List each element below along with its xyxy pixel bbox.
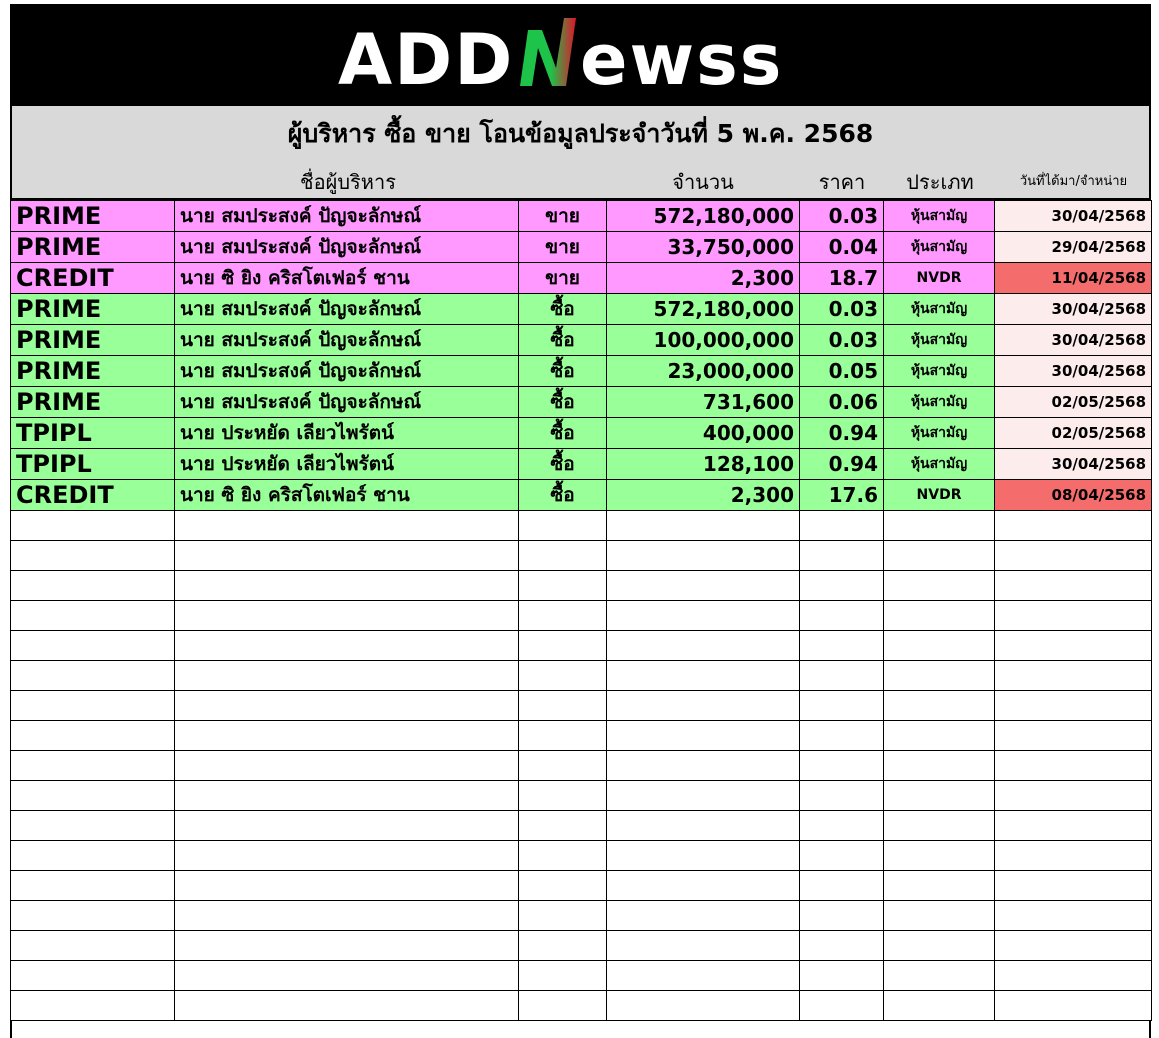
empty-cell <box>519 811 607 841</box>
empty-cell <box>884 811 995 841</box>
empty-cell <box>800 691 884 721</box>
empty-cell <box>800 781 884 811</box>
type-cell: หุ้นสามัญ <box>884 325 995 356</box>
empty-cell <box>607 961 800 991</box>
type-cell: หุ้นสามัญ <box>884 201 995 232</box>
symbol-cell: PRIME <box>11 232 175 263</box>
symbol-cell: TPIPL <box>11 418 175 449</box>
table-row <box>11 201 1152 232</box>
empty-cell <box>884 511 995 541</box>
empty-cell <box>995 631 1152 661</box>
type-cell: NVDR <box>884 480 995 511</box>
empty-cell <box>11 751 175 781</box>
empty-cell <box>519 661 607 691</box>
empty-cell <box>519 691 607 721</box>
empty-cell <box>11 931 175 961</box>
empty-row <box>11 871 1152 901</box>
empty-cell <box>11 721 175 751</box>
empty-row <box>11 901 1152 931</box>
svg-text:ewss: ewss <box>580 19 784 98</box>
action-cell: ซื้อ <box>519 418 607 449</box>
symbol-cell: PRIME <box>11 294 175 325</box>
empty-cell <box>519 751 607 781</box>
executive-name-cell: นาย สมประสงค์ ปัญจะลักษณ์ <box>175 201 519 232</box>
empty-cell <box>995 661 1152 691</box>
empty-cell <box>175 991 519 1021</box>
action-cell: ขาย <box>519 263 607 294</box>
empty-row <box>11 631 1152 661</box>
executive-name-cell: นาย สมประสงค์ ปัญจะลักษณ์ <box>175 387 519 418</box>
empty-cell <box>11 541 175 571</box>
empty-cell <box>11 661 175 691</box>
executive-name-cell: นาย สมประสงค์ ปัญจะลักษณ์ <box>175 232 519 263</box>
empty-cell <box>519 901 607 931</box>
empty-cell <box>884 691 995 721</box>
empty-row <box>11 751 1152 781</box>
empty-cell <box>519 781 607 811</box>
type-cell: NVDR <box>884 263 995 294</box>
type-cell: หุ้นสามัญ <box>884 232 995 263</box>
symbol-cell: PRIME <box>11 325 175 356</box>
empty-cell <box>519 961 607 991</box>
empty-cell <box>995 601 1152 631</box>
volume-cell: 731,600 <box>607 387 800 418</box>
empty-cell <box>607 601 800 631</box>
table-row <box>11 263 1152 294</box>
empty-cell <box>519 631 607 661</box>
volume-cell: 100,000,000 <box>607 325 800 356</box>
empty-row <box>11 511 1152 541</box>
empty-cell <box>11 631 175 661</box>
empty-cell <box>884 571 995 601</box>
empty-cell <box>800 811 884 841</box>
empty-cell <box>995 961 1152 991</box>
empty-row <box>11 571 1152 601</box>
empty-cell <box>607 931 800 961</box>
date-cell: 30/04/2568 <box>995 325 1152 356</box>
date-cell: 30/04/2568 <box>995 356 1152 387</box>
executive-name-cell: นาย ซิ ยิง คริสโตเฟอร์ ชาน <box>175 263 519 294</box>
empty-cell <box>175 631 519 661</box>
table-row <box>11 418 1152 449</box>
symbol-cell: CREDIT <box>11 480 175 511</box>
action-cell: ซื้อ <box>519 449 607 480</box>
executive-name-cell: นาย ประหยัด เลียวไพรัตน์ <box>175 449 519 480</box>
empty-row <box>11 841 1152 871</box>
empty-cell <box>11 841 175 871</box>
price-cell: 0.04 <box>800 232 884 263</box>
empty-cell <box>995 991 1152 1021</box>
empty-cell <box>995 691 1152 721</box>
table-row <box>11 356 1152 387</box>
empty-cell <box>995 811 1152 841</box>
empty-cell <box>800 571 884 601</box>
empty-cell <box>995 931 1152 961</box>
empty-cell <box>884 991 995 1021</box>
executive-name-cell: นาย สมประสงค์ ปัญจะลักษณ์ <box>175 294 519 325</box>
empty-cell <box>607 991 800 1021</box>
empty-cell <box>519 571 607 601</box>
empty-cell <box>884 901 995 931</box>
empty-cell <box>607 541 800 571</box>
empty-cell <box>995 721 1152 751</box>
empty-cell <box>995 541 1152 571</box>
empty-cell <box>607 901 800 931</box>
volume-cell: 572,180,000 <box>607 294 800 325</box>
volume-cell: 23,000,000 <box>607 356 800 387</box>
empty-row <box>11 601 1152 631</box>
empty-cell <box>175 931 519 961</box>
empty-cell <box>11 691 175 721</box>
table-row <box>11 387 1152 418</box>
empty-row <box>11 691 1152 721</box>
executive-name-cell: นาย สมประสงค์ ปัญจะลักษณ์ <box>175 325 519 356</box>
empty-cell <box>800 931 884 961</box>
empty-cell <box>800 721 884 751</box>
empty-row <box>11 721 1152 751</box>
action-cell: ซื้อ <box>519 387 607 418</box>
empty-cell <box>175 961 519 991</box>
date-cell: 02/05/2568 <box>995 418 1152 449</box>
empty-cell <box>175 511 519 541</box>
title-bar <box>10 104 1151 200</box>
price-cell: 0.94 <box>800 449 884 480</box>
empty-cell <box>175 571 519 601</box>
empty-cell <box>884 751 995 781</box>
date-cell: 30/04/2568 <box>995 449 1152 480</box>
table-row <box>11 449 1152 480</box>
empty-cell <box>607 661 800 691</box>
header-date: วันที่ได้มา/จำหน่าย <box>1019 174 1128 189</box>
empty-row <box>11 541 1152 571</box>
symbol-cell: CREDIT <box>11 263 175 294</box>
action-cell: ซื้อ <box>519 294 607 325</box>
empty-cell <box>800 991 884 1021</box>
empty-cell <box>800 871 884 901</box>
empty-cell <box>175 691 519 721</box>
empty-cell <box>607 511 800 541</box>
empty-cell <box>519 511 607 541</box>
empty-cell <box>607 691 800 721</box>
empty-row <box>11 961 1152 991</box>
empty-cell <box>800 631 884 661</box>
empty-row <box>11 931 1152 961</box>
empty-cell <box>884 961 995 991</box>
empty-cell <box>11 871 175 901</box>
empty-cell <box>607 811 800 841</box>
empty-cell <box>884 871 995 901</box>
type-cell: หุ้นสามัญ <box>884 356 995 387</box>
empty-cell <box>175 541 519 571</box>
empty-cell <box>519 721 607 751</box>
type-cell: หุ้นสามัญ <box>884 418 995 449</box>
svg-text:ADD: ADD <box>338 19 515 98</box>
empty-cell <box>607 631 800 661</box>
header-volume: จำนวน <box>672 170 734 194</box>
volume-cell: 33,750,000 <box>607 232 800 263</box>
action-cell: ขาย <box>519 232 607 263</box>
empty-cell <box>884 721 995 751</box>
symbol-cell: PRIME <box>11 356 175 387</box>
date-cell: 08/04/2568 <box>995 480 1152 511</box>
empty-cell <box>995 781 1152 811</box>
logo-banner <box>10 4 1151 104</box>
action-cell: ขาย <box>519 201 607 232</box>
symbol-cell: TPIPL <box>11 449 175 480</box>
empty-cell <box>607 871 800 901</box>
price-cell: 0.94 <box>800 418 884 449</box>
price-cell: 18.7 <box>800 263 884 294</box>
date-cell: 30/04/2568 <box>995 294 1152 325</box>
header-name: ชื่อผู้บริหาร <box>300 170 396 194</box>
empty-cell <box>884 781 995 811</box>
price-cell: 0.03 <box>800 294 884 325</box>
empty-cell <box>884 601 995 631</box>
empty-cell <box>884 661 995 691</box>
empty-cell <box>175 811 519 841</box>
volume-cell: 400,000 <box>607 418 800 449</box>
table-row <box>11 325 1152 356</box>
price-cell: 0.05 <box>800 356 884 387</box>
volume-cell: 572,180,000 <box>607 201 800 232</box>
empty-cell <box>175 721 519 751</box>
header-price: ราคา <box>818 170 866 194</box>
empty-cell <box>11 601 175 631</box>
empty-cell <box>519 601 607 631</box>
empty-cell <box>175 601 519 631</box>
empty-cell <box>519 541 607 571</box>
date-cell: 29/04/2568 <box>995 232 1152 263</box>
empty-cell <box>800 841 884 871</box>
empty-cell <box>800 541 884 571</box>
empty-cell <box>800 961 884 991</box>
empty-cell <box>519 991 607 1021</box>
type-cell: หุ้นสามัญ <box>884 387 995 418</box>
empty-cell <box>995 571 1152 601</box>
empty-cell <box>11 511 175 541</box>
empty-cell <box>884 541 995 571</box>
price-cell: 17.6 <box>800 480 884 511</box>
price-cell: 0.03 <box>800 325 884 356</box>
empty-cell <box>11 991 175 1021</box>
type-cell: หุ้นสามัญ <box>884 294 995 325</box>
empty-cell <box>175 781 519 811</box>
empty-cell <box>175 841 519 871</box>
price-cell: 0.06 <box>800 387 884 418</box>
empty-cell <box>607 781 800 811</box>
action-cell: ซื้อ <box>519 356 607 387</box>
volume-cell: 2,300 <box>607 263 800 294</box>
empty-cell <box>995 511 1152 541</box>
empty-cell <box>884 631 995 661</box>
empty-cell <box>607 751 800 781</box>
transactions-table <box>10 200 1152 1021</box>
empty-cell <box>519 841 607 871</box>
empty-cell <box>884 931 995 961</box>
empty-cell <box>175 661 519 691</box>
empty-cell <box>800 511 884 541</box>
empty-cell <box>11 811 175 841</box>
symbol-cell: PRIME <box>11 201 175 232</box>
table-row <box>11 294 1152 325</box>
empty-cell <box>995 871 1152 901</box>
empty-row <box>11 781 1152 811</box>
symbol-cell: PRIME <box>11 387 175 418</box>
empty-cell <box>607 571 800 601</box>
empty-row <box>11 661 1152 691</box>
empty-cell <box>175 871 519 901</box>
executive-name-cell: นาย ประหยัด เลียวไพรัตน์ <box>175 418 519 449</box>
table-row <box>11 480 1152 511</box>
empty-cell <box>995 901 1152 931</box>
empty-cell <box>884 841 995 871</box>
empty-cell <box>995 751 1152 781</box>
price-cell: 0.03 <box>800 201 884 232</box>
empty-cell <box>995 841 1152 871</box>
executive-name-cell: นาย สมประสงค์ ปัญจะลักษณ์ <box>175 356 519 387</box>
empty-cell <box>519 871 607 901</box>
type-cell: หุ้นสามัญ <box>884 449 995 480</box>
date-cell: 02/05/2568 <box>995 387 1152 418</box>
action-cell: ซื้อ <box>519 480 607 511</box>
empty-cell <box>11 781 175 811</box>
date-cell: 11/04/2568 <box>995 263 1152 294</box>
executive-name-cell: นาย ซิ ยิง คริสโตเฟอร์ ชาน <box>175 480 519 511</box>
empty-cell <box>11 571 175 601</box>
page-title: ผู้บริหาร ซื้อ ขาย โอนข้อมูลประจำวันที่ 5 พ.ค. 2568 <box>287 119 874 148</box>
empty-row <box>11 991 1152 1021</box>
volume-cell: 128,100 <box>607 449 800 480</box>
empty-row <box>11 811 1152 841</box>
empty-cell <box>800 661 884 691</box>
header-type: ประเภท <box>906 170 974 194</box>
empty-cell <box>11 961 175 991</box>
empty-cell <box>175 751 519 781</box>
empty-cell <box>607 721 800 751</box>
empty-cell <box>800 901 884 931</box>
date-cell: 30/04/2568 <box>995 201 1152 232</box>
empty-cell <box>800 751 884 781</box>
table-row <box>11 232 1152 263</box>
empty-cell <box>11 901 175 931</box>
empty-cell <box>175 901 519 931</box>
volume-cell: 2,300 <box>607 480 800 511</box>
empty-cell <box>800 601 884 631</box>
empty-cell <box>607 841 800 871</box>
action-cell: ซื้อ <box>519 325 607 356</box>
addnewss-logo <box>330 12 850 98</box>
empty-cell <box>519 931 607 961</box>
